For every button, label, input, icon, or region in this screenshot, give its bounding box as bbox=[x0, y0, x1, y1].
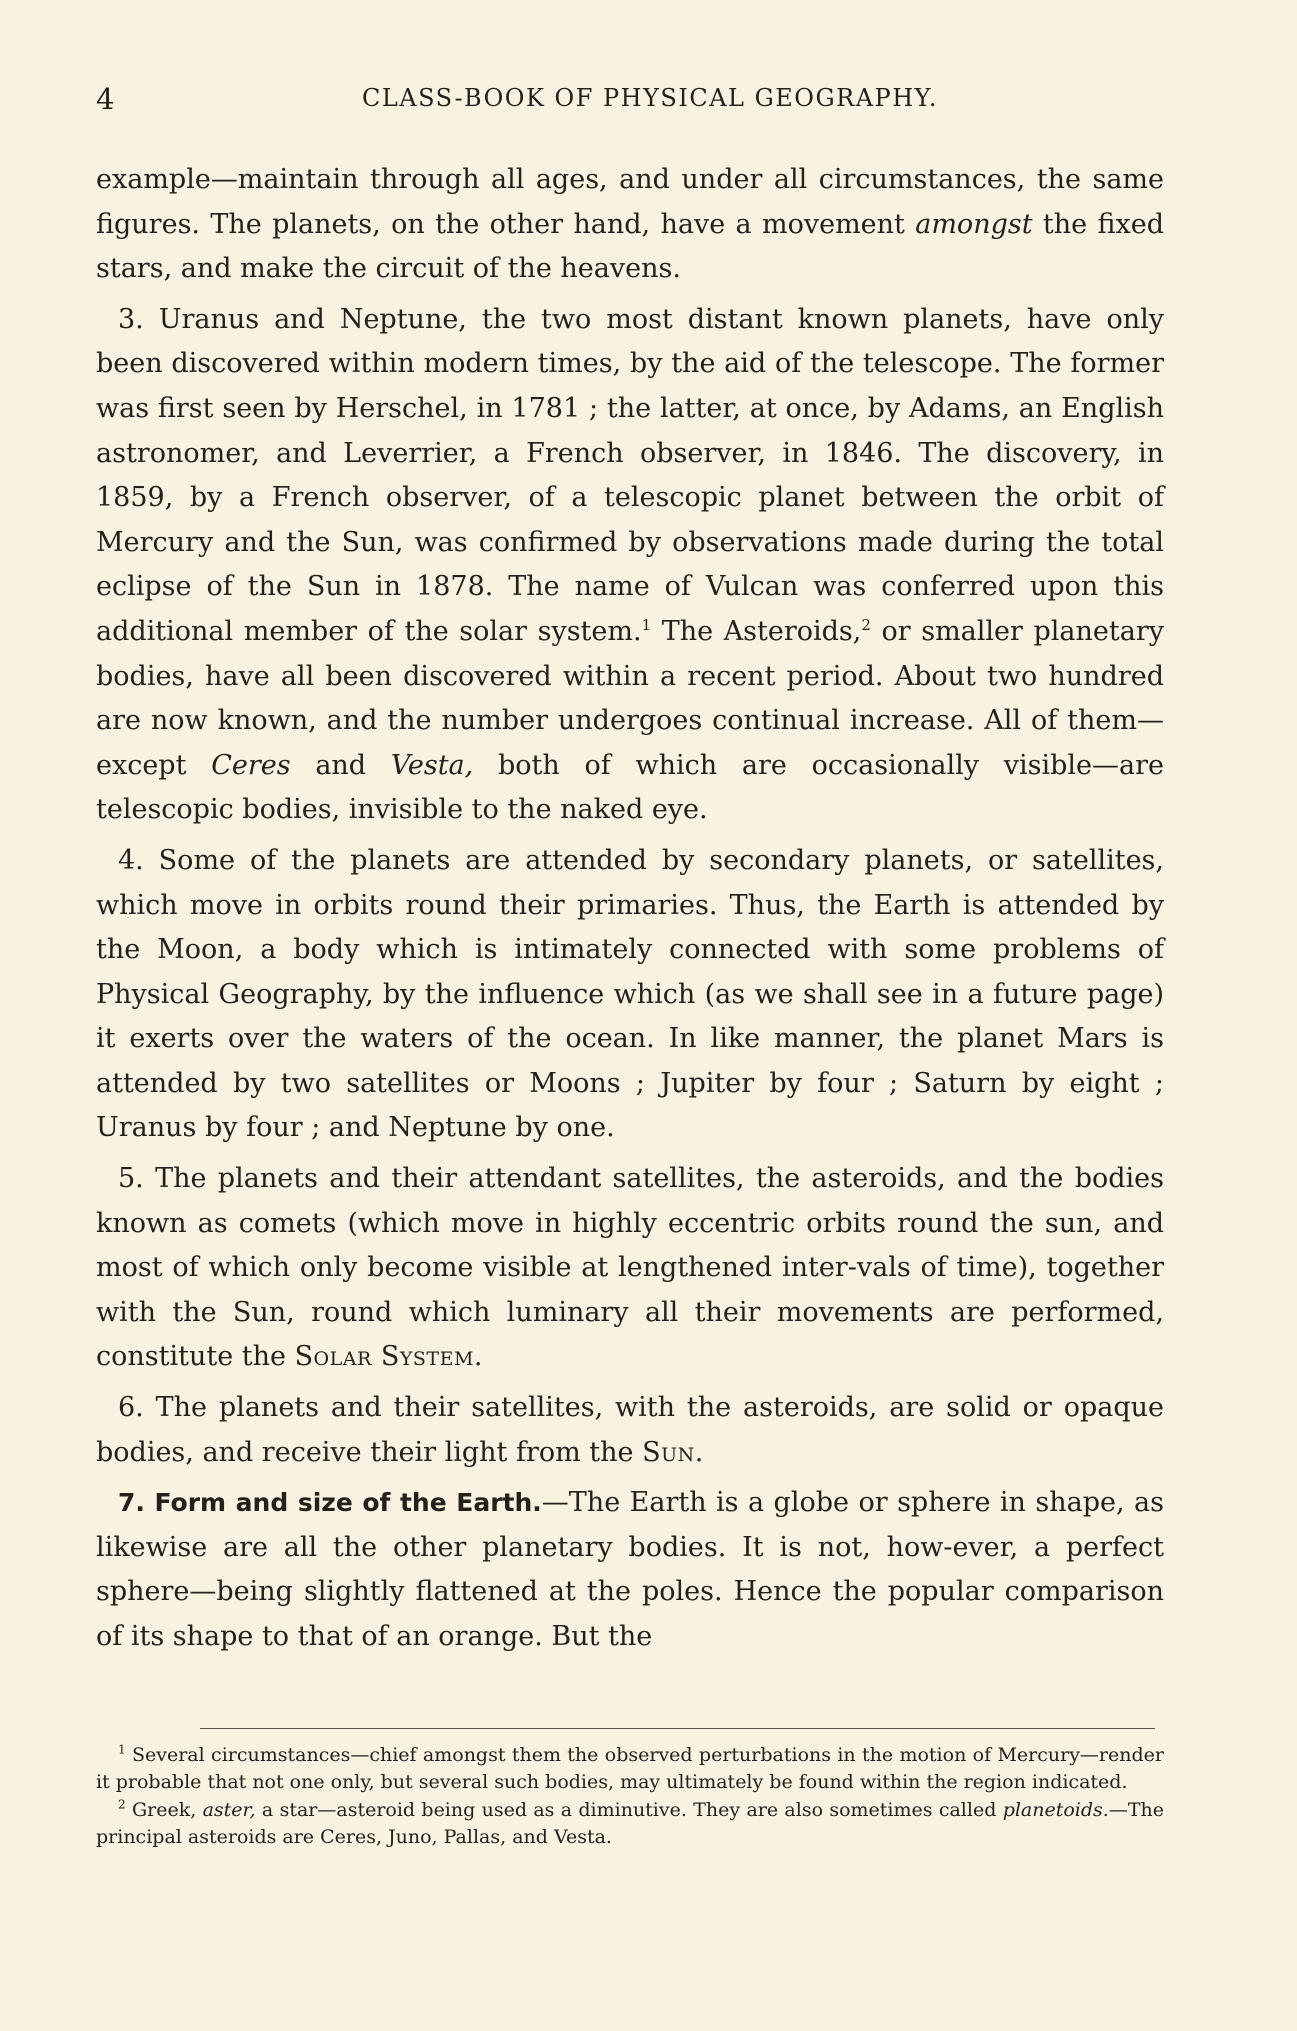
paragraph-7: 7. Form and size of the Earth.—The Earth is a globe or sphere in shape, as likewise are all the other planetary bodies. It is not, how-ever, a perfect sphere—being slightly flattened at the poles. Hence the popular comparison of its shape to that of an orange. But the bbox=[96, 1487, 1164, 1652]
footnotes bbox=[96, 1742, 1164, 1852]
paragraph-continued: example—maintain through all ages, and under all circumstances, the same figures. The planets, on the other hand, have a movement amongst the fixed stars, and make the circuit of the heavens. bbox=[96, 164, 1164, 285]
footnote-1: $^1$ Several circumstances—chief amongst them the observed perturbations in the motion of Mercury—render it probable that not one only, but several such bodies, may ultimately be found within the region indicated. bbox=[96, 1742, 1164, 1793]
paragraph-4: 4. Some of the planets are attended by secondary planets, or satellites, which move in orbits round their primaries. Thus, the Earth is attended by the Moon, a body which is intimately connected with some problems of Physical Geography, by the influence which (as we shall see in a future page) it exerts over the waters of the ocean. In like manner, the planet Mars is attended by two satellites or Moons ; Jupiter by four ; Saturn by eight ; Uranus by four ; and Neptune by one. bbox=[96, 844, 1164, 1144]
body-text bbox=[96, 158, 1164, 1666]
emphasis: Vesta, bbox=[390, 749, 474, 781]
running-title: CLASS-BOOK OF PHYSICAL GEOGRAPHY. bbox=[361, 84, 939, 112]
page-number: 4 bbox=[96, 82, 115, 116]
footnote-ref-1: 1 bbox=[641, 615, 652, 634]
footnote-2: $^2$ Greek, aster, a star—asteroid being used as a diminutive. They are also sometimes called planetoids.—The principal asteroids are Ceres, Juno, Pallas, and Vesta. bbox=[96, 1797, 1164, 1848]
small-caps-term: Solar System. bbox=[294, 1341, 483, 1373]
small-caps-term: Sun. bbox=[642, 1436, 704, 1468]
paragraph-6: 6. The planets and their satellites, with the asteroids, are solid or opaque bodies, and receive their light from the Sun. bbox=[96, 1392, 1164, 1468]
paragraph-5: 5. The planets and their attendant satellites, the asteroids, and the bodies known as comets (which move in highly eccentric orbits round the sun, and most of which only become visible at lengthened inter-vals of time), together with the Sun, round which luminary all their movements are performed, constitute the Solar System. bbox=[96, 1163, 1164, 1373]
emphasis: Ceres bbox=[211, 749, 291, 781]
page-header bbox=[96, 82, 1164, 122]
footnote-ref-2: 2 bbox=[861, 615, 871, 634]
footnote-divider bbox=[200, 1728, 1155, 1729]
section-heading: 7. Form and size of the Earth. bbox=[118, 1488, 542, 1518]
paragraph-3: 3. Uranus and Neptune, the two most distant known planets, have only been discovered within modern times, by the aid of the telescope. The former was first seen by Herschel, in 1781 ; the latter, at once, by Adams, an English astronomer, and Leverrier, a French observer, in 1846. The discovery, in 1859, by a French observer, of a telescopic planet between the orbit of Mercury and the Sun, was confirmed by observations made during the total eclipse of the Sun in 1878. The name of Vulcan was conferred upon this additional member of the solar system.$^1$ The Asteroids,$^2$ or smaller planetary bodies, have all been discovered within a recent period. About two hundred are now known, and the number undergoes continual increase. All of them—except Ceres and Vesta, both of which are occasionally visible—are telescopic bodies, invisible to the naked eye. bbox=[96, 303, 1164, 826]
emphasis: amongst bbox=[915, 208, 1033, 240]
